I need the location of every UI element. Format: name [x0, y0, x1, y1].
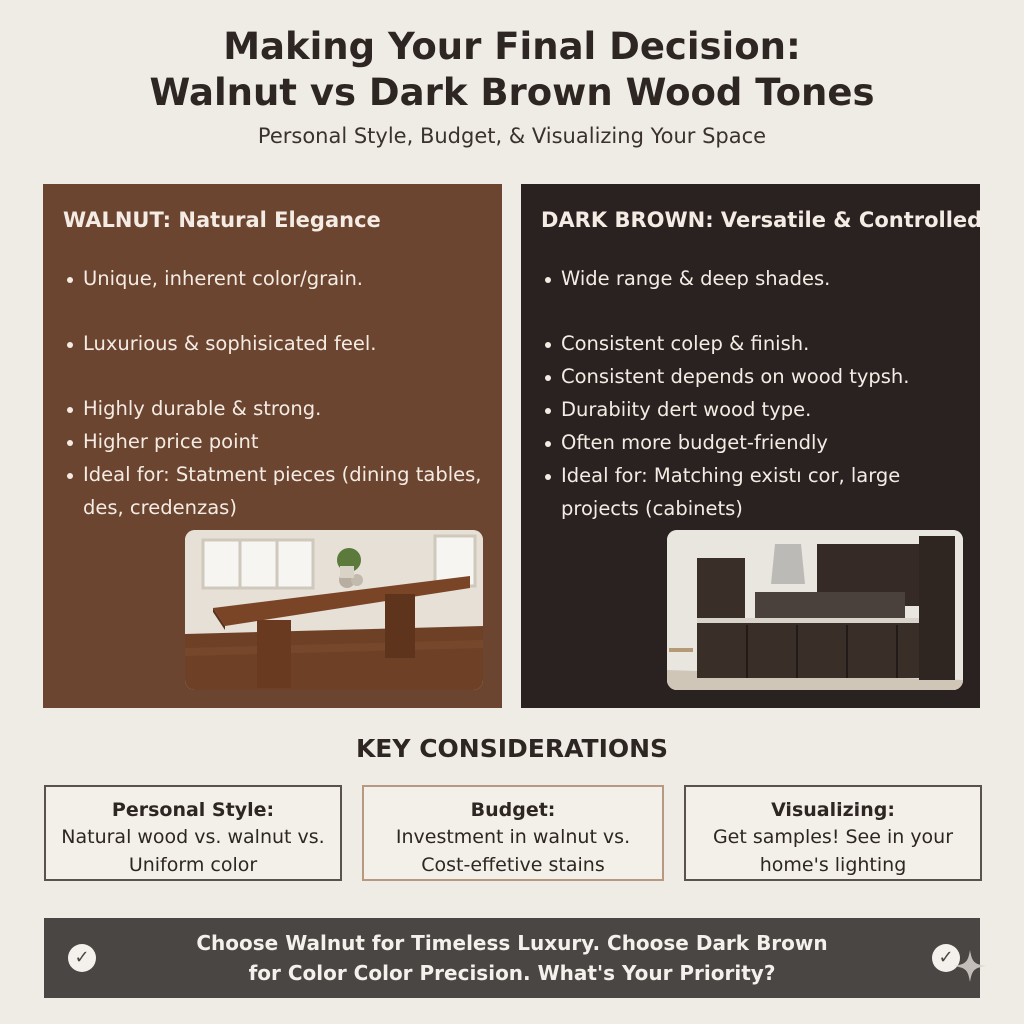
consideration-card-budget	[362, 785, 664, 881]
key-considerations-title: KEY CONSIDERATIONS	[355, 734, 669, 763]
page-subtitle: Personal Style, Budget, & Visualizing Your Space	[257, 124, 767, 148]
card-title: Personal Style:	[111, 799, 275, 821]
decision-banner	[44, 918, 980, 998]
dark-brown-bullet: Consistent colep & finish.	[541, 327, 971, 360]
walnut-bullet: Unique, inherent color/grain.	[63, 262, 493, 295]
card-line: home's lighting	[759, 854, 907, 876]
card-title: Visualizing:	[771, 799, 895, 821]
card-line: Investment in walnut vs.	[395, 826, 631, 848]
dark-brown-heading: DARK BROWN: Versatile & Controlled	[541, 208, 983, 232]
dark-brown-bullet: Wide range & deep shades.	[541, 262, 971, 295]
card-line: Cost-effetive stains	[421, 854, 605, 876]
kitchen-illustration	[667, 530, 963, 690]
banner-line-1: Choose Walnut for Timeless Luxury. Choose Dark Brown	[196, 931, 828, 955]
title-line-2: Walnut vs Dark Brown Wood Tones	[149, 71, 875, 114]
walnut-bullet: Ideal for: Statment pieces (dining tables, des, credenzas)	[63, 458, 493, 524]
dark-brown-bullet-list	[541, 262, 971, 525]
page-title	[0, 24, 1024, 116]
sparkle-icon	[952, 948, 988, 984]
dining-table-illustration	[185, 530, 483, 690]
walnut-panel	[43, 184, 502, 708]
card-line: Uniform color	[128, 854, 258, 876]
dark-brown-bullet: Consistent depends on wood typsh.	[541, 360, 971, 393]
walnut-bullet: Highly durable & strong.	[63, 392, 493, 425]
walnut-bullet: Luxurious & sophisicated feel.	[63, 327, 493, 360]
walnut-bullet-list	[63, 262, 493, 524]
card-line: Get samples! See in your	[712, 826, 954, 848]
consideration-card-personal-style	[44, 785, 342, 881]
banner-line-2: for Color Color Precision. What's Your Priority?	[248, 961, 776, 985]
card-title: Budget:	[470, 799, 556, 821]
consideration-card-visualizing	[684, 785, 982, 881]
dark-brown-kitchen-photo	[667, 530, 963, 690]
dark-brown-bullet: Often more budget-friendly	[541, 426, 971, 459]
check-circle-icon: ✓	[68, 944, 96, 972]
walnut-dining-table-photo	[185, 530, 483, 690]
walnut-bullet: Higher price point	[63, 425, 493, 458]
dark-brown-bullet: Durabiity dert wood type.	[541, 393, 971, 426]
title-line-1: Making Your Final Decision:	[223, 25, 801, 68]
card-line: Natural wood vs. walnut vs.	[61, 826, 325, 848]
dark-brown-panel	[521, 184, 983, 708]
walnut-heading: WALNUT: Natural Elegance	[63, 208, 381, 232]
check-circle-icon: ✓	[932, 944, 960, 972]
dark-brown-bullet: Ideal for: Matching existı cor, large projects (cabinets)	[541, 459, 971, 525]
